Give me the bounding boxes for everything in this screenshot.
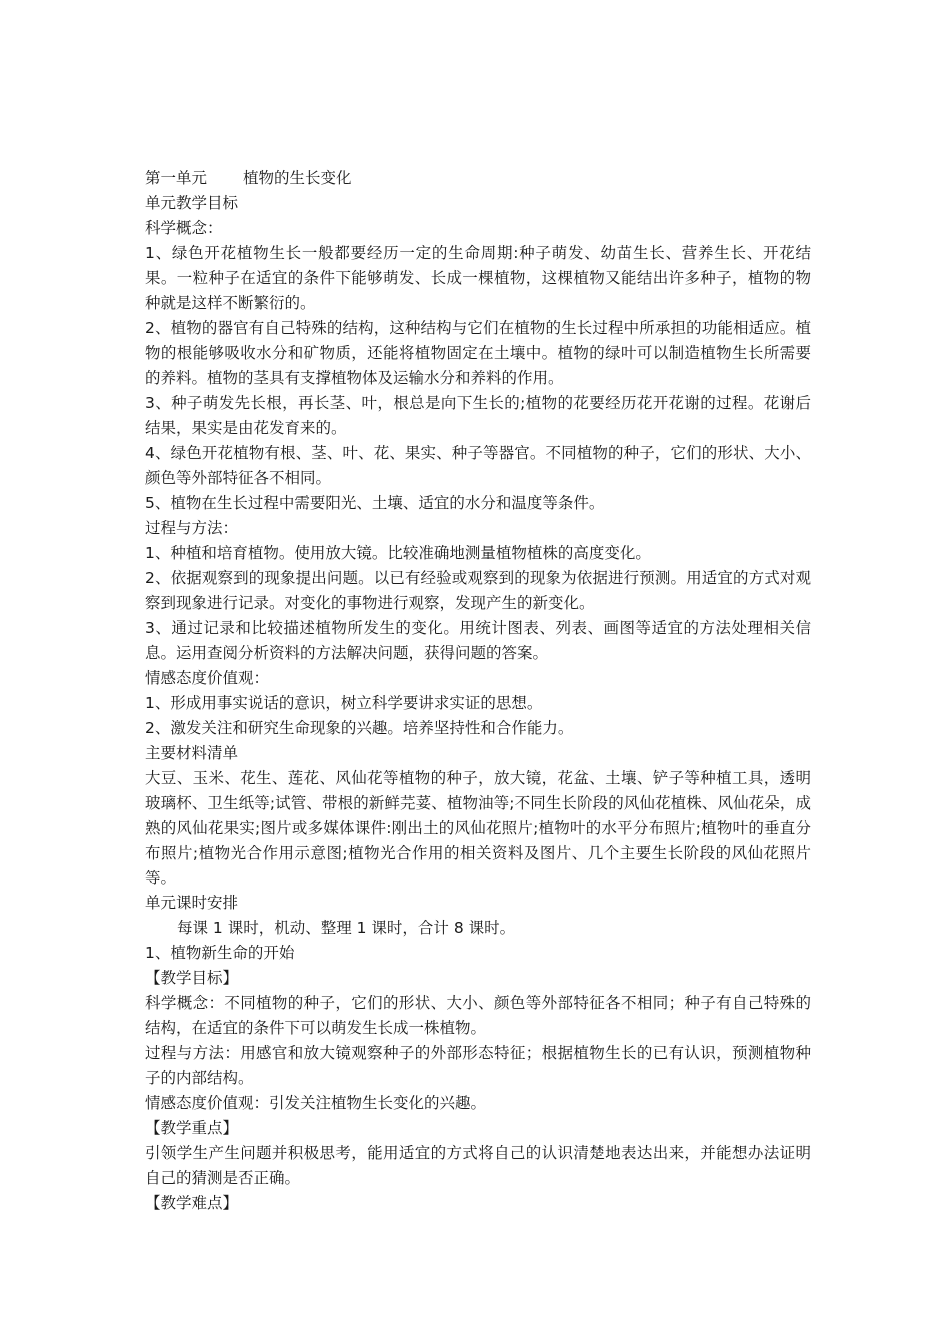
sci-concept-heading: 科学概念： [145, 219, 223, 237]
schedule-paragraph: 每课 1 课时，机动、整理 1 课时，合计 8 课时。 [177, 919, 516, 937]
materials-heading: 主要材料清单 [145, 744, 239, 762]
concept-paragraph: 3、种子萌发先长根，再长茎、叶，根总是向下生长的;植物的花要经历花开花谢的过程。花谢后结果，果实是由花发育来的。 [145, 394, 811, 437]
teaching-key-heading: 【教学重点】 [145, 1119, 239, 1137]
lesson-process-paragraph: 过程与方法：用感官和放大镜观察种子的外部形态特征；根据植物生长的已有认识，预测植物种子的内部结构。 [145, 1044, 811, 1087]
teaching-difficulty-heading: 【教学难点】 [145, 1194, 239, 1212]
lesson-title: 1、植物新生命的开始 [145, 944, 295, 962]
unit-name: 植物的生长变化 [243, 169, 352, 187]
materials-paragraph: 大豆、玉米、花生、莲花、风仙花等植物的种子，放大镜，花盆、土壤、铲子等种植工具，透明玻璃杯、卫生纸等;试管、带根的新鲜芫荽、植物油等;不同生长阶段的风仙花植株、风仙花朵，成熟的风仙花果实;图片或多媒体课件:刚出土的风仙花照片;植物叶的水平分布照片;植物叶的垂直分布照片;植物光合作用示意图;植物光合作用的相关资料及图片、几个主要生长阶段的风仙花照片等。 [145, 769, 811, 887]
process-paragraph: 3、通过记录和比较描述植物所发生的变化。用统计图表、列表、画图等适宜的方法处理相关信息。运用查阅分析资料的方法解决问题，获得问题的答案。 [145, 619, 811, 662]
unit-goal-heading: 单元教学目标 [145, 194, 239, 212]
schedule-heading: 单元课时安排 [145, 894, 239, 912]
concept-paragraph: 1、绿色开花植物生长一般都要经历一定的生命周期:种子萌发、幼苗生长、营养生长、开花结果。一粒种子在适宜的条件下能够萌发、长成一棵植物，这棵植物又能结出许多种子，植物的物种就是这样不断繁衍的。 [145, 244, 811, 312]
unit-title [145, 166, 811, 191]
emotion-paragraph: 1、形成用事实说话的意识，树立科学要讲求实证的思想。 [145, 694, 543, 712]
lesson-emotion-paragraph: 情感态度价值观：引发关注植物生长变化的兴趣。 [145, 1094, 487, 1112]
teaching-goal-heading: 【教学目标】 [145, 969, 239, 987]
process-paragraph: 2、依据观察到的现象提出问题。以已有经验或观察到的现象为依据进行预测。用适宜的方式对观察到现象进行记录。对变化的事物进行观察，发现产生的新变化。 [145, 569, 811, 612]
concept-paragraph: 2、植物的器官有自己特殊的结构，这种结构与它们在植物的生长过程中所承担的功能相适应。植物的根能够吸收水分和矿物质，还能将植物固定在土壤中。植物的绿叶可以制造植物生长所需要的养料。植物的茎具有支撑植物体及运输水分和养料的作用。 [145, 319, 811, 387]
document-body [145, 166, 811, 1216]
emotion-paragraph: 2、激发关注和研究生命现象的兴趣。培养坚持性和合作能力。 [145, 719, 574, 737]
process-paragraph: 1、种植和培育植物。使用放大镜。比较准确地测量植物植株的高度变化。 [145, 544, 651, 562]
concept-paragraph: 5、植物在生长过程中需要阳光、土壤、适宜的水分和温度等条件。 [145, 494, 605, 512]
concept-paragraph: 4、绿色开花植物有根、茎、叶、花、果实、种子等器官。不同植物的种子，它们的形状、大小、颜色等外部特征各不相同。 [145, 444, 811, 487]
process-heading: 过程与方法： [145, 519, 239, 537]
emotion-heading: 情感态度价值观： [145, 669, 270, 687]
lesson-concept-paragraph: 科学概念：不同植物的种子，它们的形状、大小、颜色等外部特征各不相同；种子有自己特殊的结构，在适宜的条件下可以萌发生长成一株植物。 [145, 994, 811, 1037]
unit-number: 第一单元 [145, 169, 208, 187]
teaching-key-paragraph: 引领学生产生问题并积极思考，能用适宜的方式将自己的认识清楚地表达出来，并能想办法证明自己的猜测是否正确。 [145, 1144, 811, 1187]
